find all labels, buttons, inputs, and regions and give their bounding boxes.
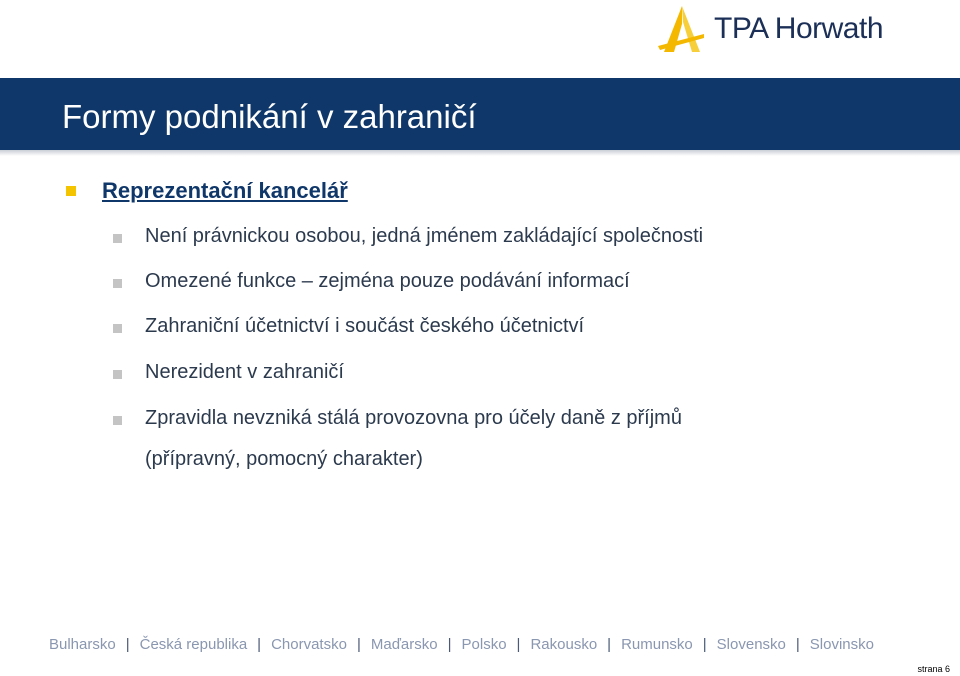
square-bullet-icon xyxy=(113,234,122,243)
footer-separator: | xyxy=(257,636,262,653)
footer-country: Polsko xyxy=(461,636,507,653)
footer-separator: | xyxy=(795,636,800,653)
footer-country: Rakousko xyxy=(530,636,598,653)
footer-separator: | xyxy=(356,636,361,653)
logo-mark-icon xyxy=(652,2,712,56)
footer-separator: | xyxy=(607,636,612,653)
footer-country: Slovinsko xyxy=(809,636,874,653)
square-bullet-icon xyxy=(66,186,76,196)
footer-separator: | xyxy=(702,636,707,653)
list-item-text: Zahraniční účetnictví i součást českého účetnictví xyxy=(145,315,585,337)
square-bullet-icon xyxy=(113,279,122,288)
page-number: strana 6 xyxy=(917,664,950,674)
list-item-text: Není právnickou osobou, jedná jménem zakládající společnosti xyxy=(145,225,704,247)
footer-country: Slovensko xyxy=(716,636,786,653)
footer-country-nav xyxy=(49,636,874,653)
list-item-text: Zpravidla nevzniká stálá provozovna pro účely daně z příjmů xyxy=(145,407,682,429)
footer-country: Maďarsko xyxy=(370,636,438,653)
footer-country: Bulharsko xyxy=(49,636,116,653)
list-item-text-continued: (přípravný, pomocný charakter) xyxy=(145,448,423,470)
logo-text: TPA Horwath xyxy=(714,12,884,45)
title-bar xyxy=(0,78,960,150)
footer-country: Česká republika xyxy=(139,636,248,653)
logo xyxy=(652,2,942,58)
section-heading-text: Reprezentační kancelář xyxy=(102,178,348,203)
footer-separator: | xyxy=(447,636,452,653)
page-title: Formy podnikání v zahraničí xyxy=(62,98,477,135)
footer-separator: | xyxy=(516,636,521,653)
square-bullet-icon xyxy=(113,324,122,333)
list-item-text: Omezené funkce – zejména pouze podávání informací xyxy=(145,270,630,292)
list-item-text: Nerezident v zahraničí xyxy=(145,361,344,383)
footer-separator: | xyxy=(125,636,130,653)
square-bullet-icon xyxy=(113,370,122,379)
footer-country: Chorvatsko xyxy=(271,636,347,653)
square-bullet-icon xyxy=(113,416,122,425)
footer-country: Rumunsko xyxy=(621,636,693,653)
